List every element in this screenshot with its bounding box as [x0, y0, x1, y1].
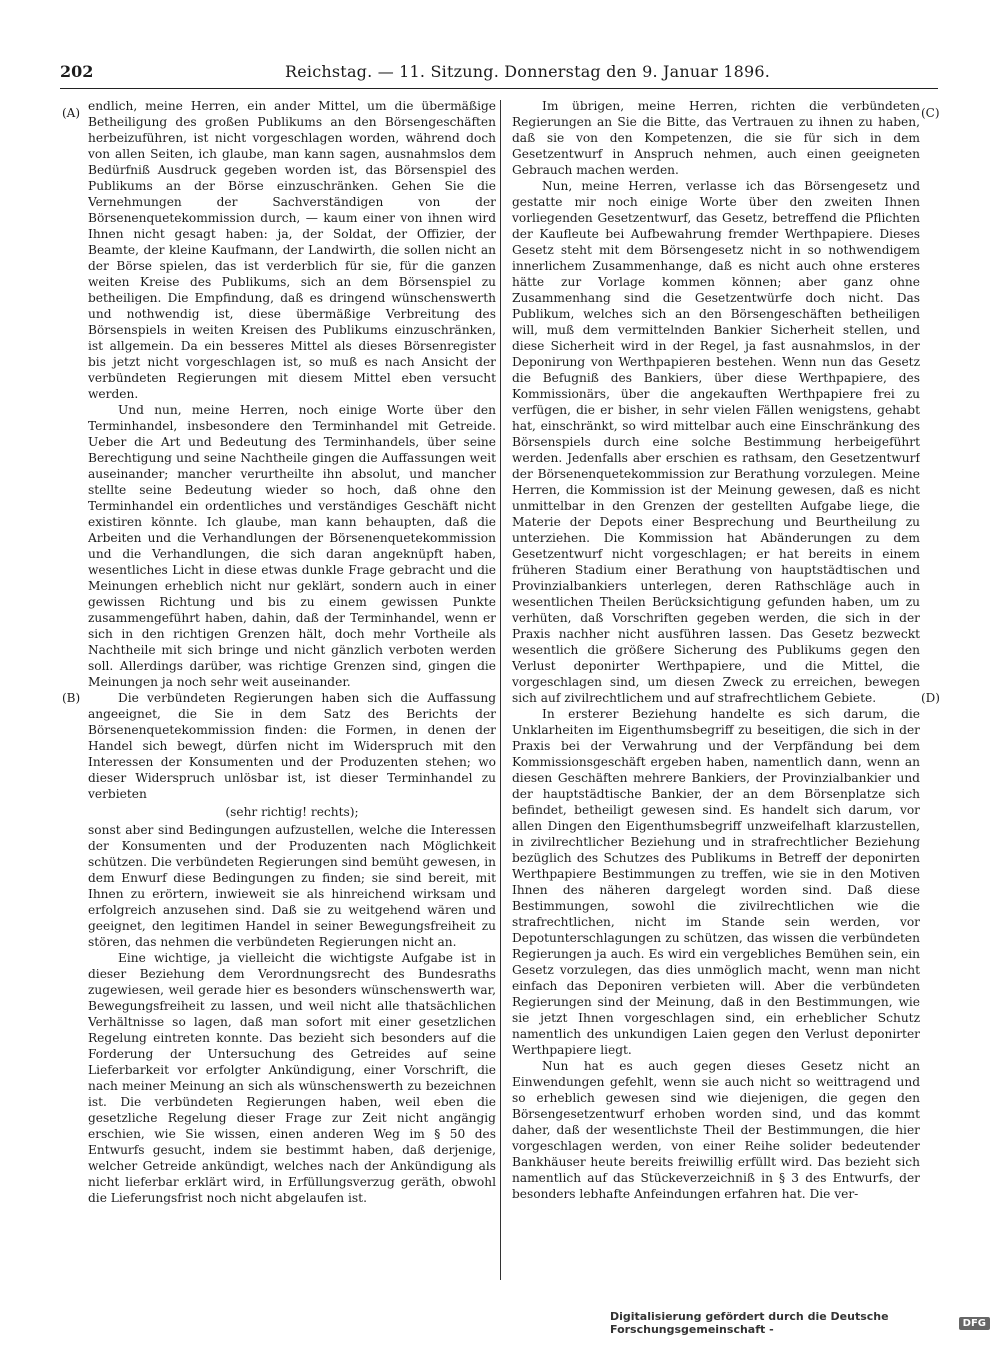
right-column [512, 98, 920, 1288]
paragraph: Im übrigen, meine Herren, richten die verbündeten Regierungen an Sie die Bitte, das Vertrauen zu ihnen zu haben, daß sie von den Kompetenzen, die sie für sich in dem Gesetzentwurf in Anspruch nehmen, auch einen geeigneten Gebrauch machen werden. [512, 99, 920, 177]
page-number: 202 [60, 62, 94, 81]
paragraph: endlich, meine Herren, ein ander Mittel, um die übermäßige Betheiligung des großen Publikums an den Börsengeschäften herbeizuführen, ist nicht vorgeschlagen worden, während doch von allen Seiten, ich glaube, man kann sagen, ausnahmslos dem Bedürfniß Ausdruck gegeben worden ist, das Börsenspiel des Publikums an der Börse einzuschränken. Gehen Sie die Vernehmungen der Sachverständigen von der Börsenenquetekommission durch, — kaum einer von ihnen wird Ihnen nicht gesagt haben: ja, der Soldat, der Offizier, der Beamte, der kleine Kaufmann, der Landwirth, die sollen nicht an der Börse spielen, das ist verderblich für sie, für die ganzen weiten Kreise des Publikums, sich an dem Börsenspiel zu betheiligen. Die Empfindung, daß es dringend wünschenswerth und nothwendig ist, diese übermäßige Verbreitung des Börsenspiels in weiten Kreisen des Publikums einzuschränken, ist allgemein. Da ein besseres Mittel als dieses Börsenregister bis jetzt nicht vorgeschlagen ist, so muß es nach Ansicht der verbündeten Regierungen mit diesem Mittel eben versucht werden. [88, 99, 496, 401]
margin-marker-a: (A) [62, 106, 81, 120]
page-header [60, 62, 938, 86]
credit-text: Digitalisierung gefördert durch die Deutsche Forschungsgemeinschaft - [610, 1310, 889, 1336]
header-rule [60, 88, 938, 89]
paragraph: In ersterer Beziehung handelte es sich darum, die Unklarheiten im Eigenthumsbegriff zu beseitigen, die sich in der Praxis bei der Verwahrung und der Verpfändung bei dem Kommissionsgeschäft ergeben haben, namentlich dann, wenn an diesen Geschäften mehrere Bankiers, der Provinzialbankier und der hauptstädtische Bankier, der an dem Börsenplatze sich befindet, betheiligt gewesen sind. Es handelt sich darum, vor allen Dingen den Eigenthumsbegriff unzweifelhaft klarzustellen, in zivilrechtlicher Beziehung und in strafrechtlicher Beziehung bezüglich des Schutzes des Publikums in Betreff der deponirten Werthpapiere Bestimmungen zu treffen, wie sie in den Motiven Ihnen des näheren dargelegt worden sind. Daß diese Bestimmungen, sowohl die zivilrechtlichen wie die strafrechtlichen, nicht im Stande sein werden, vor Depotunterschlagungen zu schützen, das wissen die verbündeten Regierungen ja auch. Es wird ein vergebliches Bemühen sein, ein Gesetz vorzulegen, das dies unmöglich macht, wenn man nicht einfach das Deponiren verbieten will. Aber die verbündeten Regierungen sind der Meinung, daß in den Bestimmungen, wie sie jetzt Ihnen vorgeschlagen sind, ein erheblicher Schutz namentlich des unkundigen Laien gegen den Verlust deponirter Werthpapiere liegt. [512, 707, 920, 1057]
paragraph: Und nun, meine Herren, noch einige Worte über den Terminhandel, insbesondere den Terminhandel mit Getreide. Ueber die Art und Bedeutung des Terminhandels, über seine Berechtigung und seine Nachtheile gingen die Auffassungen weit auseinander; mancher verurtheilte ihn absolut, und mancher stellte seine Bedeutung wieder so hoch, daß ohne den Terminhandel ein ordentliches und verständiges Geschäft nicht existiren könnte. Ich glaube, man kann behaupten, daß die Arbeiten und die Verhandlungen der Börsenenquetekommission und die Verhandlungen, die sich daran angeknüpft haben, wesentliches Licht in diese etwas dunkle Frage gebracht und die Meinungen erheblich nicht nur geklärt, sondern auch in einer gewissen Richtung und bis zu einem gewissen Punkte zusammengeführt haben, dahin, daß der Terminhandel, wenn er sich in den richtigen Grenzen hält, doch mehr Vortheile als Nachtheile mit sich bringe und nicht gänzlich verboten werden soll. Allerdings darüber, was richtige Grenzen sind, gingen die Meinungen ja noch sehr weit auseinander. [88, 403, 496, 689]
dfg-logo: DFG [959, 1317, 990, 1330]
paragraph: Eine wichtige, ja vielleicht die wichtigste Aufgabe ist in dieser Beziehung dem Verordnungsrecht des Bundesraths zugewiesen, weil gerade hier es besonders wünschenswerth war, Bewegungsfreiheit zu lassen, und weil nicht alle thatsächlichen Verhältnisse so lagen, daß man sofort mit einer gesetzlichen Regelung eintreten konnte. Das bezieht sich besonders auf die Forderung der Untersuchung des Getreides auf seine Lieferbarkeit vor erfolgter Ankündigung, einer Vorschrift, die nach meiner Meinung an sich als wünschenswerth zu bezeichnen ist. Die verbündeten Regierungen haben, weil eben die gesetzliche Regelung dieser Frage zur Zeit nicht angängig erschien, wie Sie wissen, einen anderen Weg im § 50 des Entwurfs gesucht, indem sie bestimmt haben, daß derjenige, welcher Getreide ankündigt, welches nach der Ankündigung als nicht lieferbar erklärt wird, in Erfüllungsverzug geräth, obwohl die Lieferungsfrist noch nicht abgelaufen ist. [88, 951, 496, 1205]
margin-marker-b: (B) [62, 691, 81, 705]
paragraph: Die verbündeten Regierungen haben sich die Auffassung angeeignet, die Sie in dem Satz des Berichts der Börsenenquetekommission finden: die Formen, in denen der Handel sich bewegt, dürfen nicht im Widerspruch mit den Interessen der Konsumenten und der Produzenten stehen; wo dieser Widerspruch unlösbar ist, ist dieser Terminhandel zu verbieten [88, 691, 496, 801]
paragraph: sonst aber sind Bedingungen aufzustellen, welche die Interessen der Konsumenten und der Produzenten nach Möglichkeit schützen. Die verbündeten Regierungen sind bemüht gewesen, in dem Enwurf diese Bedingungen zu finden; sie sind bereit, mit Ihnen zu erörtern, inwieweit sie als hinreichend wirksam und erfolgreich anzusehen sind. Daß sie zu weitgehend wären und geeignet, den legitimen Handel in seiner Bewegungsfreiheit zu stören, das nehmen die verbündeten Regierungen nicht an. [88, 823, 496, 949]
digitization-credit [610, 1312, 990, 1334]
left-column [88, 98, 496, 1288]
paragraph: Nun, meine Herren, verlasse ich das Börsengesetz und gestatte mir noch einige Worte über den zweiten Ihnen vorliegenden Gesetzentwurf, das Gesetz, betreffend die Pflichten der Kaufleute bei Aufbewahrung fremder Werthpapiere. Dieses Gesetz steht mit dem Börsengesetz nicht in so nothwendigem innerlichem Zusammenhange, daß es nicht auch ohne ersteres hätte zur Vorlage kommen können; aber ganz ohne Zusammenhang sind die Gesetzentwürfe doch nicht. Das Publikum, welches sich an den Börsengeschäften betheiligen will, muß dem vermittelnden Bankier Sicherheit stellen, und diese Sicherheit wird in der Regel, ja fast ausnahmslos, in der Deponirung von Werthpapieren bestehen. Wenn nun das Gesetz die Befugniß des Bankiers, über diese Werthpapiere, des Kommissionärs, über die angekauften Werthpapiere frei zu verfügen, die er bisher, in sehr vielen Fällen wenigstens, gehabt hat, einschränkt, so wird mittelbar auch eine Einschränkung des Börsenspiels durch eine solche Bestimmung herbeigeführt werden. Jedenfalls aber erschien es rathsam, den Gesetzentwurf der Börsenenquetekommission zur Berathung vorzulegen. Meine Herren, die Kommission ist der Meinung gewesen, daß es nicht unmittelbar in den Grenzen der gestellten Aufgabe liege, die Materie der Depots einer Besprechung und Beurtheilung zu unterziehen. Die Kommission hat Abänderungen zu dem Gesetzentwurf nicht vorgeschlagen; er hat bereits in einem früheren Stadium einer Berathung von hauptstädtischen und Provinzialbankiers unterlegen, deren Rathschläge auch in wesentlichen Theilen Berücksichtigung gefunden haben, um zu verhüten, daß Vorschriften gegeben werden, die sich in der Praxis nachher nicht ausführen lassen. Das Gesetz bezweckt wesentlich die größere Sicherung des Publikums gegen den Verlust deponirter Werthpapiere, und die Mittel, die vorgeschlagen sind, um diesen Zweck zu erreichen, bewegen sich auf zivilrechtlichem und auf strafrechtlichem Gebiete. [512, 179, 920, 705]
running-title: Reichstag. — 11. Sitzung. Donnerstag den 9. Januar 1896. [285, 62, 771, 81]
column-divider [500, 100, 501, 1280]
paragraph: Nun hat es auch gegen dieses Gesetz nicht an Einwendungen gefehlt, wenn sie auch nicht so weittragend und so erheblich gewesen sind wie diejenigen, die gegen den Börsengesetzentwurf erhoben worden sind, und das kommt daher, daß der wesentlichste Theil der Bestimmungen, die hier vorgeschlagen werden, von einer Reihe solider bedeutender Bankhäuser heute bereits freiwillig erfüllt wird. Das bezieht sich namentlich auf das Stückeverzeichniß in § 3 des Entwurfs, der besonders lebhafte Anfeindungen erfahren hat. Die ver- [512, 1059, 920, 1201]
margin-marker-d: (D) [921, 691, 940, 705]
margin-marker-c: (C) [921, 106, 940, 120]
interjection: (sehr richtig! rechts); [225, 805, 359, 819]
